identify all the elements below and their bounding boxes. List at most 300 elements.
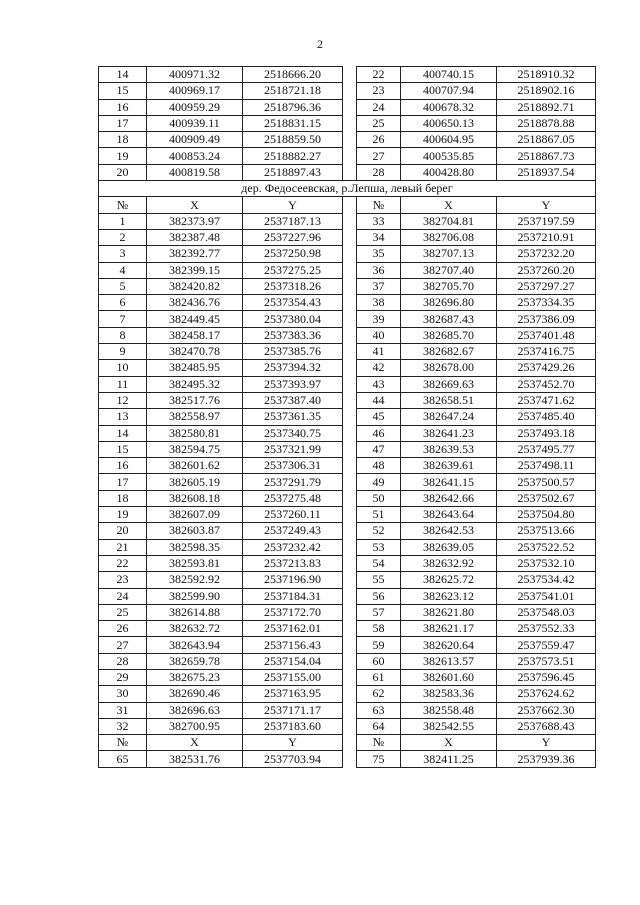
- table-row: [99, 507, 596, 523]
- table-cell: 2537155.00: [243, 669, 343, 685]
- table-cell: 58: [357, 621, 401, 637]
- table-cell: 2518721.18: [243, 83, 343, 99]
- table-row: [99, 669, 596, 685]
- table-cell: 382458.17: [147, 327, 243, 343]
- column-gap: [343, 213, 357, 229]
- table-cell: 26: [99, 621, 147, 637]
- table-cell: 24: [357, 99, 401, 115]
- table-cell: 2537197.59: [497, 213, 596, 229]
- table-cell: 382707.40: [401, 262, 497, 278]
- table-cell: 61: [357, 669, 401, 685]
- table-cell: 2537210.91: [497, 229, 596, 245]
- table-cell: 2537688.43: [497, 718, 596, 734]
- table-cell: 28: [357, 164, 401, 180]
- table-cell: 50: [357, 490, 401, 506]
- table-cell: 382707.13: [401, 246, 497, 262]
- table-row: [99, 311, 596, 327]
- table-cell: 2537196.90: [243, 572, 343, 588]
- table-cell: 382592.92: [147, 572, 243, 588]
- column-gap: [343, 604, 357, 620]
- table-cell: №: [357, 197, 401, 213]
- table-cell: 2537596.45: [497, 669, 596, 685]
- column-gap: [343, 148, 357, 164]
- table-cell: 56: [357, 588, 401, 604]
- table-cell: 49: [357, 474, 401, 490]
- table-cell: 8: [99, 327, 147, 343]
- table-cell: 2537171.17: [243, 702, 343, 718]
- table-cell: 41: [357, 344, 401, 360]
- table-cell: 1: [99, 213, 147, 229]
- column-gap: [343, 115, 357, 131]
- table-cell: 2537485.40: [497, 409, 596, 425]
- table-cell: 3: [99, 246, 147, 262]
- table-cell: 382373.97: [147, 213, 243, 229]
- table-cell: 382420.82: [147, 278, 243, 294]
- table-cell: 31: [99, 702, 147, 718]
- table-cell: 2537401.48: [497, 327, 596, 343]
- table-cell: 2537471.62: [497, 392, 596, 408]
- column-gap: [343, 246, 357, 262]
- table-cell: 382625.72: [401, 572, 497, 588]
- table-row: [99, 523, 596, 539]
- table-cell: 400604.95: [401, 132, 497, 148]
- table-cell: 23: [357, 83, 401, 99]
- table-cell: 382687.43: [401, 311, 497, 327]
- table-cell: 21: [99, 539, 147, 555]
- column-gap: [343, 588, 357, 604]
- table-cell: 2518910.32: [497, 67, 596, 83]
- table-cell: 2537249.43: [243, 523, 343, 539]
- table-cell: 2537703.94: [243, 751, 343, 767]
- table-row: [99, 262, 596, 278]
- table-row: [99, 83, 596, 99]
- table-cell: X: [147, 735, 243, 751]
- table-cell: 2537297.27: [497, 278, 596, 294]
- table-cell: 7: [99, 311, 147, 327]
- table-cell: 64: [357, 718, 401, 734]
- table-cell: 382632.92: [401, 555, 497, 571]
- table-cell: №: [99, 197, 147, 213]
- column-gap: [343, 441, 357, 457]
- table-cell: 2537275.25: [243, 262, 343, 278]
- column-gap: [343, 392, 357, 408]
- column-gap: [343, 523, 357, 539]
- table-cell: 2537513.66: [497, 523, 596, 539]
- column-gap: [343, 67, 357, 83]
- table-cell: 32: [99, 718, 147, 734]
- table-cell: 2518867.73: [497, 148, 596, 164]
- table-row: [99, 148, 596, 164]
- table-row: [99, 67, 596, 83]
- table-cell: 2537172.70: [243, 604, 343, 620]
- table-cell: 382531.76: [147, 751, 243, 767]
- table-cell: 2537532.10: [497, 555, 596, 571]
- column-gap: [343, 197, 357, 213]
- table-cell: 2537573.51: [497, 653, 596, 669]
- column-gap: [343, 751, 357, 767]
- column-gap: [343, 295, 357, 311]
- table-cell: 382470.78: [147, 344, 243, 360]
- table-row: [99, 458, 596, 474]
- table-cell: X: [401, 197, 497, 213]
- table-row: [99, 441, 596, 457]
- table-cell: 2537361.35: [243, 409, 343, 425]
- table-cell: 400853.24: [147, 148, 243, 164]
- table-row: [99, 555, 596, 571]
- column-gap: [343, 425, 357, 441]
- section-title: дер. Федосеевская, р.Лепша, левый берег: [99, 181, 596, 197]
- table-cell: 11: [99, 376, 147, 392]
- table-cell: 10: [99, 360, 147, 376]
- table-cell: X: [147, 197, 243, 213]
- table-cell: 382605.19: [147, 474, 243, 490]
- table-cell: 2537493.18: [497, 425, 596, 441]
- column-gap: [343, 327, 357, 343]
- table-cell: 382399.15: [147, 262, 243, 278]
- table-cell: 2518937.54: [497, 164, 596, 180]
- table-row: [99, 344, 596, 360]
- column-gap: [343, 278, 357, 294]
- table-cell: 400969.17: [147, 83, 243, 99]
- table-cell: 382558.97: [147, 409, 243, 425]
- table-cell: 2537939.36: [497, 751, 596, 767]
- table-cell: 35: [357, 246, 401, 262]
- table-cell: 16: [99, 458, 147, 474]
- table-row: [99, 409, 596, 425]
- table-cell: 15: [99, 83, 147, 99]
- column-gap: [343, 718, 357, 734]
- column-gap: [343, 229, 357, 245]
- table-cell: 2537260.11: [243, 507, 343, 523]
- table-cell: 400428.80: [401, 164, 497, 180]
- table-header-row: [99, 735, 596, 751]
- table-row: [99, 278, 596, 294]
- table-cell: 382542.55: [401, 718, 497, 734]
- table-cell: 26: [357, 132, 401, 148]
- table-cell: 2537500.57: [497, 474, 596, 490]
- table-cell: 2537354.43: [243, 295, 343, 311]
- table-cell: 382607.09: [147, 507, 243, 523]
- table-cell: 382696.63: [147, 702, 243, 718]
- table-cell: 19: [99, 507, 147, 523]
- table-cell: 382603.87: [147, 523, 243, 539]
- column-gap: [343, 572, 357, 588]
- table-cell: Y: [497, 735, 596, 751]
- table-cell: 28: [99, 653, 147, 669]
- table-cell: 400971.32: [147, 67, 243, 83]
- column-gap: [343, 539, 357, 555]
- table-row: [99, 392, 596, 408]
- table-cell: 2518882.27: [243, 148, 343, 164]
- column-gap: [343, 637, 357, 653]
- table-cell: №: [99, 735, 147, 751]
- table-cell: 2518796.36: [243, 99, 343, 115]
- column-gap: [343, 99, 357, 115]
- table-cell: 29: [99, 669, 147, 685]
- table-cell: 382696.80: [401, 295, 497, 311]
- table-cell: 2537154.04: [243, 653, 343, 669]
- table-cell: 2537232.42: [243, 539, 343, 555]
- table-cell: 2537162.01: [243, 621, 343, 637]
- page-number: 2: [317, 37, 323, 51]
- table-cell: 382643.64: [401, 507, 497, 523]
- table-row: [99, 751, 596, 767]
- table-cell: 2537416.75: [497, 344, 596, 360]
- column-gap: [343, 164, 357, 180]
- table-cell: 16: [99, 99, 147, 115]
- table-cell: 382647.24: [401, 409, 497, 425]
- table-cell: 382639.61: [401, 458, 497, 474]
- table-cell: 2518859.50: [243, 132, 343, 148]
- table-cell: 382449.45: [147, 311, 243, 327]
- table-row: [99, 588, 596, 604]
- table-row: [99, 637, 596, 653]
- table-cell: 18: [99, 490, 147, 506]
- table-cell: 65: [99, 751, 147, 767]
- table-cell: 13: [99, 409, 147, 425]
- table-cell: 2537387.40: [243, 392, 343, 408]
- table-cell: 17: [99, 115, 147, 131]
- table-cell: 2537232.20: [497, 246, 596, 262]
- table-cell: 24: [99, 588, 147, 604]
- table-cell: 2518666.20: [243, 67, 343, 83]
- table-cell: 2518892.71: [497, 99, 596, 115]
- table-cell: 400650.13: [401, 115, 497, 131]
- table-cell: 20: [99, 523, 147, 539]
- table-cell: 48: [357, 458, 401, 474]
- table-cell: 382495.32: [147, 376, 243, 392]
- column-gap: [343, 458, 357, 474]
- table-row: [99, 572, 596, 588]
- column-gap: [343, 653, 357, 669]
- table-cell: 57: [357, 604, 401, 620]
- table-row: [99, 327, 596, 343]
- table-cell: 75: [357, 751, 401, 767]
- table-cell: 382659.78: [147, 653, 243, 669]
- column-gap: [343, 409, 357, 425]
- table-cell: 2537541.01: [497, 588, 596, 604]
- table-cell: 2537522.52: [497, 539, 596, 555]
- table-cell: 2537275.48: [243, 490, 343, 506]
- table-cell: 2537662.30: [497, 702, 596, 718]
- table-cell: 382601.62: [147, 458, 243, 474]
- table-row: [99, 99, 596, 115]
- table-cell: 382392.77: [147, 246, 243, 262]
- table-cell: 25: [357, 115, 401, 131]
- table-row: [99, 702, 596, 718]
- table-cell: 2537504.80: [497, 507, 596, 523]
- table-row: [99, 604, 596, 620]
- table-cell: 2537429.26: [497, 360, 596, 376]
- table-cell: 44: [357, 392, 401, 408]
- column-gap: [343, 735, 357, 751]
- table-cell: 382436.76: [147, 295, 243, 311]
- table-row: [99, 718, 596, 734]
- table-cell: 6: [99, 295, 147, 311]
- table-cell: 382643.94: [147, 637, 243, 653]
- column-gap: [343, 669, 357, 685]
- column-gap: [343, 83, 357, 99]
- table-cell: 54: [357, 555, 401, 571]
- table-cell: 45: [357, 409, 401, 425]
- table-cell: 2518878.88: [497, 115, 596, 131]
- table-cell: 2537385.76: [243, 344, 343, 360]
- table-cell: 51: [357, 507, 401, 523]
- table-cell: Y: [243, 197, 343, 213]
- table-cell: 400819.58: [147, 164, 243, 180]
- table-row: [99, 132, 596, 148]
- table-cell: 382639.53: [401, 441, 497, 457]
- table-cell: 382608.18: [147, 490, 243, 506]
- table-cell: 382641.23: [401, 425, 497, 441]
- table-cell: 382485.95: [147, 360, 243, 376]
- table-cell: 2537452.70: [497, 376, 596, 392]
- column-gap: [343, 132, 357, 148]
- table-cell: 2537306.31: [243, 458, 343, 474]
- table-cell: 2518867.05: [497, 132, 596, 148]
- table-cell: Y: [243, 735, 343, 751]
- coordinates-table-body: [99, 67, 596, 768]
- column-gap: [343, 376, 357, 392]
- table-row: [99, 425, 596, 441]
- table-cell: 382642.66: [401, 490, 497, 506]
- table-cell: 39: [357, 311, 401, 327]
- table-cell: 5: [99, 278, 147, 294]
- table-cell: 382642.53: [401, 523, 497, 539]
- column-gap: [343, 702, 357, 718]
- table-cell: 2537213.83: [243, 555, 343, 571]
- table-cell: 2537187.13: [243, 213, 343, 229]
- table-cell: 382639.05: [401, 539, 497, 555]
- table-cell: 27: [357, 148, 401, 164]
- table-cell: 36: [357, 262, 401, 278]
- table-row: [99, 376, 596, 392]
- column-gap: [343, 507, 357, 523]
- table-cell: 382704.81: [401, 213, 497, 229]
- table-cell: 382613.57: [401, 653, 497, 669]
- table-cell: 2518831.15: [243, 115, 343, 131]
- table-cell: 382558.48: [401, 702, 497, 718]
- table-cell: 2537394.32: [243, 360, 343, 376]
- table-row: [99, 653, 596, 669]
- table-cell: 382411.25: [401, 751, 497, 767]
- table-cell: 382669.63: [401, 376, 497, 392]
- table-row: [99, 164, 596, 180]
- table-cell: 382700.95: [147, 718, 243, 734]
- table-cell: 382621.17: [401, 621, 497, 637]
- table-cell: 400959.29: [147, 99, 243, 115]
- table-cell: 2537318.26: [243, 278, 343, 294]
- table-cell: 59: [357, 637, 401, 653]
- table-cell: 55: [357, 572, 401, 588]
- table-cell: 400939.11: [147, 115, 243, 131]
- table-cell: 22: [357, 67, 401, 83]
- table-row: [99, 360, 596, 376]
- table-cell: 382706.08: [401, 229, 497, 245]
- table-cell: 382620.64: [401, 637, 497, 653]
- table-cell: 2537548.03: [497, 604, 596, 620]
- column-gap: [343, 262, 357, 278]
- table-cell: 47: [357, 441, 401, 457]
- table-cell: 2518897.43: [243, 164, 343, 180]
- table-cell: 23: [99, 572, 147, 588]
- table-cell: 42: [357, 360, 401, 376]
- table-cell: 2537502.67: [497, 490, 596, 506]
- table-cell: 382675.23: [147, 669, 243, 685]
- table-cell: 4: [99, 262, 147, 278]
- table-cell: 2537227.96: [243, 229, 343, 245]
- coordinates-table: [98, 66, 596, 768]
- table-cell: 2537383.36: [243, 327, 343, 343]
- table-row: [99, 686, 596, 702]
- table-cell: 34: [357, 229, 401, 245]
- table-cell: 382678.00: [401, 360, 497, 376]
- table-cell: 2518902.16: [497, 83, 596, 99]
- table-cell: 9: [99, 344, 147, 360]
- table-cell: 382658.51: [401, 392, 497, 408]
- table-cell: 2537291.79: [243, 474, 343, 490]
- table-cell: 62: [357, 686, 401, 702]
- table-cell: 15: [99, 441, 147, 457]
- table-row: [99, 115, 596, 131]
- table-cell: 20: [99, 164, 147, 180]
- table-row: [99, 246, 596, 262]
- table-cell: 12: [99, 392, 147, 408]
- table-cell: Y: [497, 197, 596, 213]
- table-cell: 63: [357, 702, 401, 718]
- table-cell: 2537334.35: [497, 295, 596, 311]
- table-cell: 2537183.60: [243, 718, 343, 734]
- column-gap: [343, 621, 357, 637]
- table-cell: 2537184.31: [243, 588, 343, 604]
- table-cell: 2537552.33: [497, 621, 596, 637]
- table-cell: 400707.94: [401, 83, 497, 99]
- table-cell: 2537380.04: [243, 311, 343, 327]
- table-cell: 25: [99, 604, 147, 620]
- table-cell: 2537386.09: [497, 311, 596, 327]
- table-cell: 382621.80: [401, 604, 497, 620]
- table-cell: 27: [99, 637, 147, 653]
- table-cell: 382593.81: [147, 555, 243, 571]
- table-cell: X: [401, 735, 497, 751]
- table-cell: 52: [357, 523, 401, 539]
- table-cell: 382705.70: [401, 278, 497, 294]
- table-cell: 382517.76: [147, 392, 243, 408]
- table-cell: 2537534.42: [497, 572, 596, 588]
- table-cell: 382599.90: [147, 588, 243, 604]
- table-row: [99, 213, 596, 229]
- table-cell: 382583.36: [401, 686, 497, 702]
- table-cell: 382632.72: [147, 621, 243, 637]
- table-row: [99, 621, 596, 637]
- table-cell: 2537495.77: [497, 441, 596, 457]
- table-cell: 382614.88: [147, 604, 243, 620]
- table-cell: 382682.67: [401, 344, 497, 360]
- table-cell: 38: [357, 295, 401, 311]
- table-cell: 2537260.20: [497, 262, 596, 278]
- table-row: [99, 229, 596, 245]
- table-cell: 2537163.95: [243, 686, 343, 702]
- table-cell: 43: [357, 376, 401, 392]
- table-cell: 2537321.99: [243, 441, 343, 457]
- table-cell: 2537559.47: [497, 637, 596, 653]
- column-gap: [343, 474, 357, 490]
- table-cell: 18: [99, 132, 147, 148]
- table-cell: 382690.46: [147, 686, 243, 702]
- table-cell: 33: [357, 213, 401, 229]
- table-cell: 53: [357, 539, 401, 555]
- table-cell: 382601.60: [401, 669, 497, 685]
